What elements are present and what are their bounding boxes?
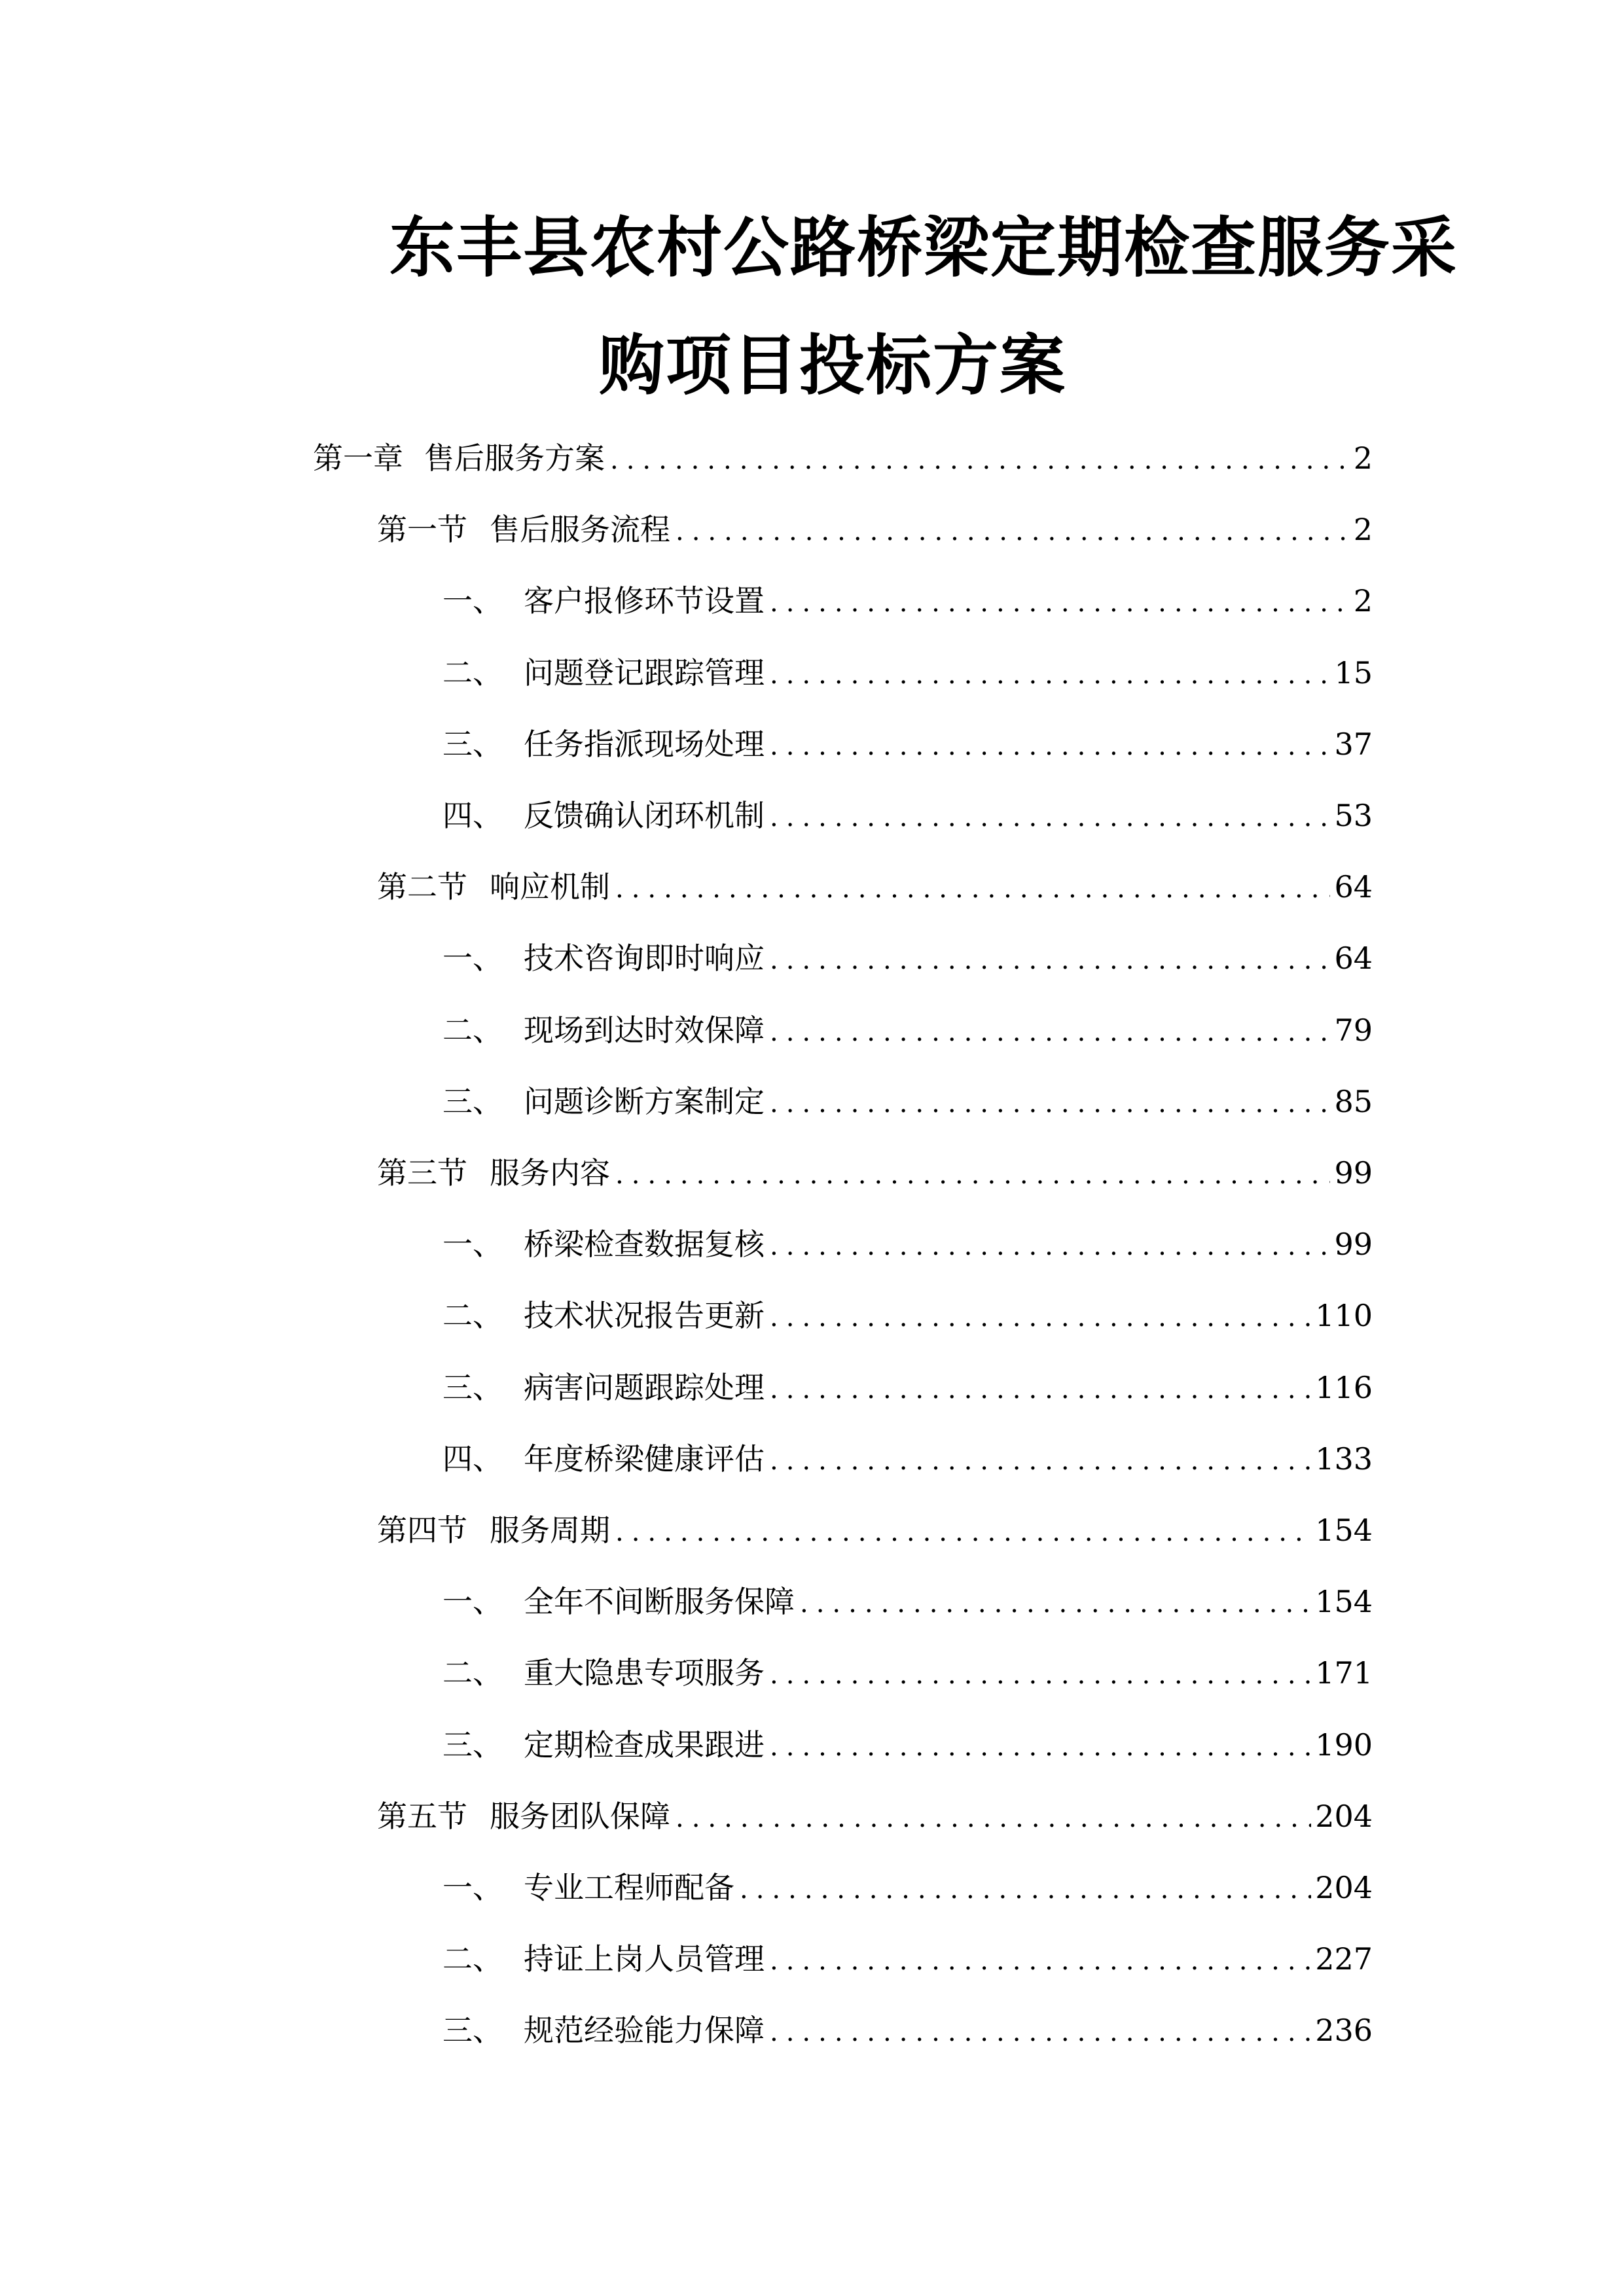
toc-entry[interactable] <box>442 1218 1373 1270</box>
toc-entry-number: 四、 <box>442 1441 503 1477</box>
toc-entry-number: 一、 <box>442 941 503 976</box>
toc-dot-leader <box>770 934 1330 986</box>
toc-dot-leader <box>740 1863 1311 1916</box>
toc-entry[interactable] <box>377 503 1373 556</box>
toc-entry[interactable] <box>313 432 1373 484</box>
toc-entry-page-number: 154 <box>1315 1513 1373 1548</box>
toc-entry[interactable] <box>442 932 1373 984</box>
toc-entry[interactable] <box>442 789 1373 842</box>
toc-entry[interactable] <box>442 1289 1373 1342</box>
toc-entry-page-number: 64 <box>1334 869 1373 905</box>
toc-entry[interactable] <box>377 1147 1373 1199</box>
toc-entry-title: 问题登记跟踪管理 <box>524 655 765 691</box>
toc-entry-title: 定期检查成果跟进 <box>524 1727 765 1763</box>
toc-entry[interactable] <box>442 1433 1373 1485</box>
toc-entry-number: 一、 <box>442 1584 503 1619</box>
toc-entry-page-number: 99 <box>1334 1155 1373 1191</box>
toc-entry-page-number: 227 <box>1315 1941 1373 1977</box>
toc-entry-page-number: 53 <box>1334 798 1373 833</box>
toc-entry-number: 四、 <box>442 798 503 833</box>
toc-entry-page-number: 154 <box>1315 1584 1373 1619</box>
toc-entry-number: 二、 <box>442 655 503 691</box>
toc-entry[interactable] <box>442 1719 1373 1771</box>
toc-dot-leader <box>770 1220 1330 1272</box>
document-title-line-1: 东丰县农村公路桥梁定期检查服务采 <box>389 209 1458 286</box>
toc-entry-page-number: 99 <box>1334 1227 1373 1262</box>
toc-entry-page-number: 204 <box>1315 1799 1373 1834</box>
toc-entry-page-number: 64 <box>1334 941 1373 976</box>
toc-entry-title: 服务周期 <box>490 1513 610 1548</box>
toc-entry-number: 第五节 <box>377 1799 467 1834</box>
toc-entry-title: 专业工程师配备 <box>524 1870 734 1905</box>
toc-dot-leader <box>615 1506 1311 1558</box>
toc-entry[interactable] <box>442 575 1373 627</box>
toc-entry[interactable] <box>442 1361 1373 1414</box>
toc-entry[interactable] <box>442 2004 1373 2056</box>
toc-entry-page-number: 133 <box>1315 1441 1373 1477</box>
toc-dot-leader <box>770 1291 1311 1344</box>
toc-entry[interactable] <box>442 1861 1373 1914</box>
toc-entry-title: 规范经验能力保障 <box>524 2013 765 2048</box>
toc-entry[interactable] <box>442 718 1373 770</box>
toc-dot-leader <box>800 1577 1311 1630</box>
toc-entry-title: 任务指派现场处理 <box>524 726 765 762</box>
toc-entry[interactable] <box>442 647 1373 699</box>
toc-dot-leader <box>610 434 1350 486</box>
toc-entry-number: 二、 <box>442 1941 503 1977</box>
toc-entry-number: 三、 <box>442 726 503 762</box>
toc-dot-leader <box>770 649 1330 701</box>
toc-dot-leader <box>770 791 1330 844</box>
toc-entry[interactable] <box>442 1933 1373 1985</box>
toc-entry-title: 反馈确认闭环机制 <box>524 798 765 833</box>
toc-entry-title: 售后服务流程 <box>490 512 670 547</box>
toc-entry-number: 第一节 <box>377 512 467 547</box>
toc-entry-page-number: 79 <box>1334 1013 1373 1048</box>
toc-entry-title: 服务内容 <box>490 1155 610 1191</box>
toc-dot-leader <box>770 1077 1330 1130</box>
toc-dot-leader <box>770 1363 1311 1416</box>
toc-entry-page-number: 236 <box>1315 2013 1373 2048</box>
toc-entry-title: 病害问题跟踪处理 <box>524 1370 765 1405</box>
toc-entry-number: 第四节 <box>377 1513 467 1548</box>
toc-entry-title: 年度桥梁健康评估 <box>524 1441 765 1477</box>
toc-entry-number: 二、 <box>442 1298 503 1333</box>
toc-dot-leader <box>615 1149 1330 1201</box>
toc-entry-number: 第三节 <box>377 1155 467 1191</box>
toc-entry-title: 技术咨询即时响应 <box>524 941 765 976</box>
toc-entry-number: 三、 <box>442 1370 503 1405</box>
toc-entry-title: 桥梁检查数据复核 <box>524 1227 765 1262</box>
toc-entry-number: 二、 <box>442 1013 503 1048</box>
toc-entry-number: 一、 <box>442 1227 503 1262</box>
toc-entry-title: 客户报修环节设置 <box>524 583 765 619</box>
toc-dot-leader <box>770 720 1330 772</box>
toc-entry-page-number: 110 <box>1315 1298 1373 1333</box>
toc-entry[interactable] <box>442 1647 1373 1699</box>
toc-dot-leader <box>676 505 1350 558</box>
toc-dot-leader <box>770 1649 1311 1701</box>
toc-dot-leader <box>770 1435 1311 1487</box>
toc-entry-page-number: 2 <box>1353 583 1373 619</box>
toc-entry-title: 技术状况报告更新 <box>524 1298 765 1333</box>
toc-entry-title: 服务团队保障 <box>490 1799 670 1834</box>
document-title-line-2: 购项目投标方案 <box>599 327 1066 404</box>
toc-entry-number: 第一章 <box>313 440 403 476</box>
toc-dot-leader <box>615 863 1330 915</box>
toc-dot-leader <box>770 577 1350 629</box>
toc-entry-number: 三、 <box>442 1727 503 1763</box>
toc-entry[interactable] <box>442 1004 1373 1056</box>
toc-entry-number: 三、 <box>442 2013 503 2048</box>
toc-entry-page-number: 204 <box>1315 1870 1373 1905</box>
toc-entry-title: 问题诊断方案制定 <box>524 1084 765 1119</box>
toc-entry-number: 三、 <box>442 1084 503 1119</box>
toc-entry-title: 售后服务方案 <box>424 440 605 476</box>
toc-entry-page-number: 171 <box>1315 1655 1373 1691</box>
toc-entry-page-number: 2 <box>1353 440 1373 476</box>
toc-entry[interactable] <box>442 1075 1373 1128</box>
toc-entry[interactable] <box>377 861 1373 913</box>
toc-entry-page-number: 85 <box>1334 1084 1373 1119</box>
toc-entry-number: 二、 <box>442 1655 503 1691</box>
toc-entry-number: 一、 <box>442 583 503 619</box>
toc-dot-leader <box>770 1721 1311 1773</box>
toc-dot-leader <box>770 2006 1311 2058</box>
toc-entry-number: 一、 <box>442 1870 503 1905</box>
toc-dot-leader <box>770 1006 1330 1058</box>
toc-entry-page-number: 15 <box>1334 655 1373 691</box>
toc-entry[interactable] <box>442 1575 1373 1628</box>
toc-entry-title: 全年不间断服务保障 <box>524 1584 795 1619</box>
toc-entry-title: 现场到达时效保障 <box>524 1013 765 1048</box>
toc-entry[interactable] <box>377 1504 1373 1556</box>
toc-entry-title: 持证上岗人员管理 <box>524 1941 765 1977</box>
toc-entry-page-number: 190 <box>1315 1727 1373 1763</box>
toc-dot-leader <box>676 1792 1311 1844</box>
toc-entry-page-number: 37 <box>1334 726 1373 762</box>
toc-dot-leader <box>770 1935 1311 1987</box>
toc-entry-title: 响应机制 <box>490 869 610 905</box>
toc-entry-page-number: 116 <box>1315 1370 1373 1405</box>
toc-entry-page-number: 2 <box>1353 512 1373 547</box>
toc-entry-number: 第二节 <box>377 869 467 905</box>
toc-entry[interactable] <box>377 1790 1373 1842</box>
toc-entry-title: 重大隐患专项服务 <box>524 1655 765 1691</box>
